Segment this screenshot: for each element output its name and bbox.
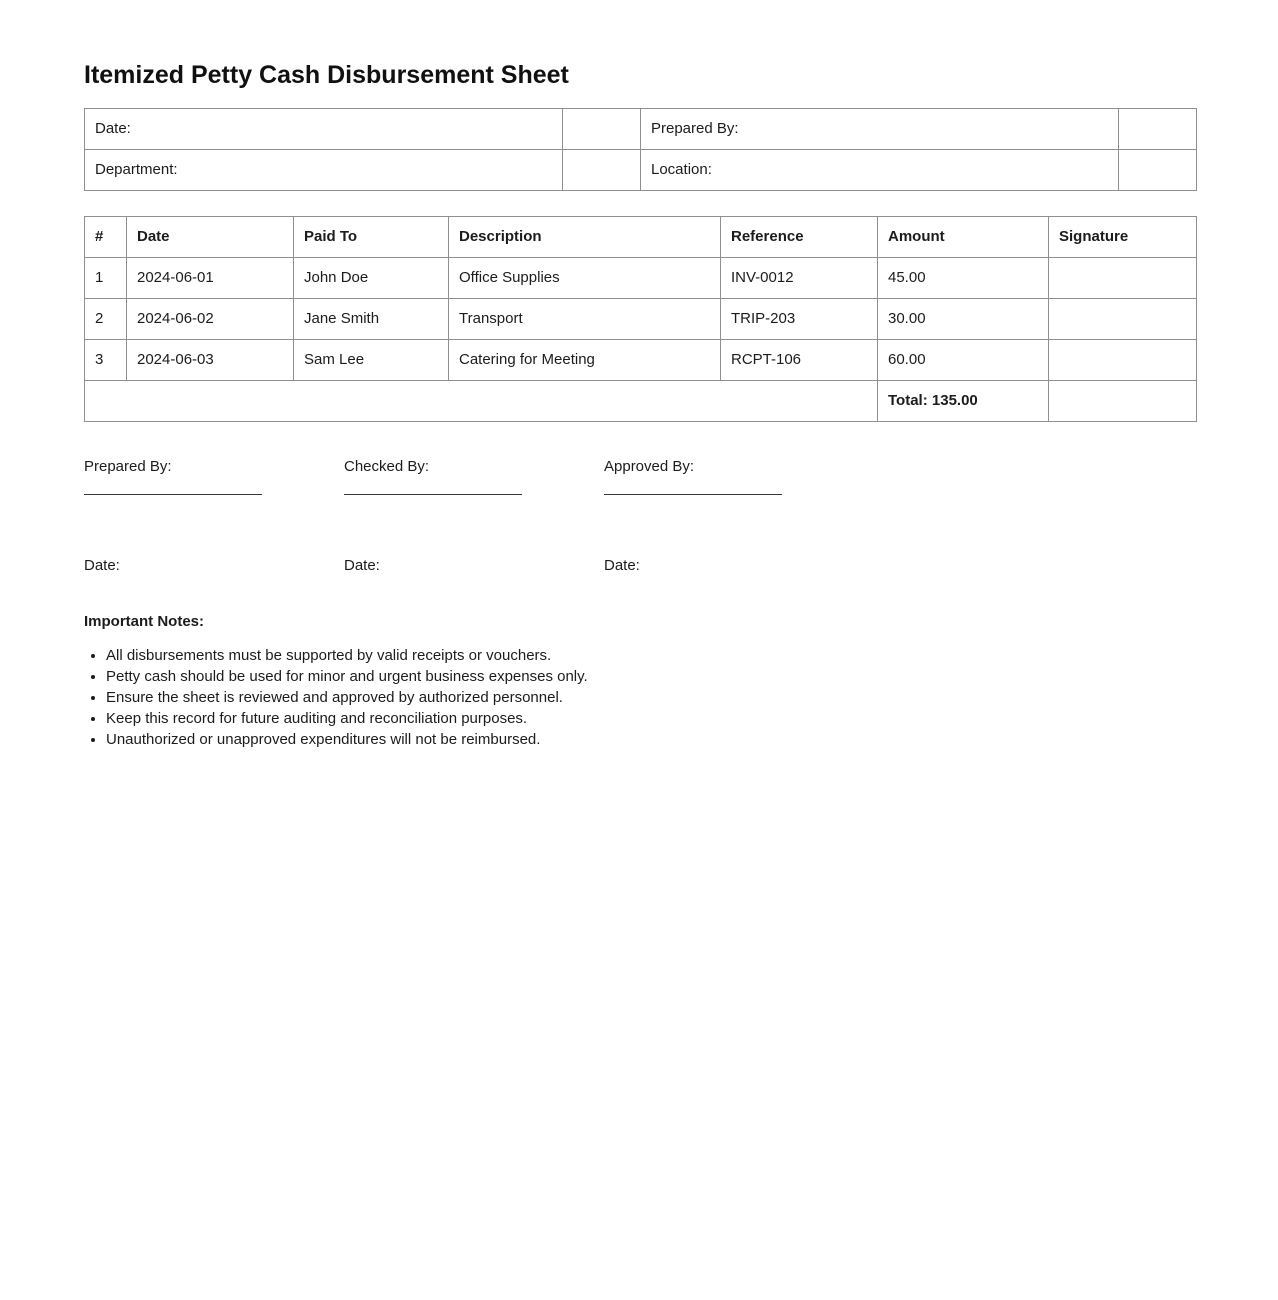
column-header-description: Description bbox=[449, 216, 721, 257]
note-item: • Petty cash should be used for minor and urgent business expenses only. bbox=[106, 666, 1196, 687]
date-value-cell bbox=[563, 108, 641, 149]
checked-by-signature-label: Checked By: bbox=[344, 457, 430, 475]
total-signature-cell bbox=[1049, 380, 1197, 421]
header-info-row-2 bbox=[85, 149, 1197, 190]
prepared-by-signature-block bbox=[84, 457, 344, 575]
column-header-date: Date bbox=[127, 216, 294, 257]
cell-paid-to: John Doe bbox=[294, 257, 449, 298]
prepared-by-value-cell bbox=[1119, 108, 1197, 149]
cell-num: 2 bbox=[85, 298, 127, 339]
checked-by-date-label: Date: bbox=[344, 556, 380, 574]
cell-amount: 60.00 bbox=[878, 339, 1049, 380]
checked-by-signature-line bbox=[344, 494, 522, 495]
cell-date: 2024-06-02 bbox=[127, 298, 294, 339]
column-header-amount: Amount bbox=[878, 216, 1049, 257]
note-item: • All disbursements must be supported by valid receipts or vouchers. bbox=[106, 645, 1196, 666]
cell-description: Office Supplies bbox=[449, 257, 721, 298]
column-header-num: # bbox=[85, 216, 127, 257]
cell-amount: 30.00 bbox=[878, 298, 1049, 339]
table-row bbox=[85, 298, 1197, 339]
page-title: Itemized Petty Cash Disbursement Sheet bbox=[84, 61, 569, 89]
note-item: • Unauthorized or unapproved expenditures will not be reimbursed. bbox=[106, 729, 1196, 750]
location-value-cell bbox=[1119, 149, 1197, 190]
table-row bbox=[85, 257, 1197, 298]
cell-signature bbox=[1049, 257, 1197, 298]
table-total-row bbox=[85, 380, 1197, 421]
header-info-table bbox=[84, 108, 1197, 191]
approved-by-date-label: Date: bbox=[604, 556, 640, 574]
prepared-by-label-cell: Prepared By: bbox=[641, 108, 1119, 149]
column-header-paid-to: Paid To bbox=[294, 216, 449, 257]
cell-paid-to: Sam Lee bbox=[294, 339, 449, 380]
approved-by-signature-line bbox=[604, 494, 782, 495]
cell-signature bbox=[1049, 339, 1197, 380]
cell-reference: RCPT-106 bbox=[721, 339, 878, 380]
prepared-by-date-label: Date: bbox=[84, 556, 120, 574]
approved-by-signature-block bbox=[604, 457, 864, 575]
notes-list bbox=[84, 645, 1196, 750]
cell-amount: 45.00 bbox=[878, 257, 1049, 298]
cell-description: Transport bbox=[449, 298, 721, 339]
approved-by-signature-label: Approved By: bbox=[604, 457, 695, 475]
total-amount-cell: Total: 135.00 bbox=[878, 380, 1049, 421]
cell-signature bbox=[1049, 298, 1197, 339]
cell-date: 2024-06-01 bbox=[127, 257, 294, 298]
cell-num: 3 bbox=[85, 339, 127, 380]
location-label-cell: Location: bbox=[641, 149, 1119, 190]
cell-date: 2024-06-03 bbox=[127, 339, 294, 380]
note-item: • Keep this record for future auditing and reconciliation purposes. bbox=[106, 708, 1196, 729]
date-label-cell: Date: bbox=[85, 108, 563, 149]
signature-section bbox=[84, 457, 1196, 575]
prepared-by-signature-label: Prepared By: bbox=[84, 457, 172, 475]
disbursement-table bbox=[84, 216, 1197, 422]
note-item: • Ensure the sheet is reviewed and approved by authorized personnel. bbox=[106, 687, 1196, 708]
department-value-cell bbox=[563, 149, 641, 190]
column-header-reference: Reference bbox=[721, 216, 878, 257]
cell-description: Catering for Meeting bbox=[449, 339, 721, 380]
table-header-row bbox=[85, 216, 1197, 257]
cell-paid-to: Jane Smith bbox=[294, 298, 449, 339]
notes-heading: Important Notes: bbox=[84, 612, 204, 630]
header-info-row-1 bbox=[85, 108, 1197, 149]
checked-by-signature-block bbox=[344, 457, 604, 575]
cell-num: 1 bbox=[85, 257, 127, 298]
prepared-by-signature-line bbox=[84, 494, 262, 495]
column-header-signature: Signature bbox=[1049, 216, 1197, 257]
cell-reference: INV-0012 bbox=[721, 257, 878, 298]
department-label-cell: Department: bbox=[85, 149, 563, 190]
total-spacer-cell bbox=[85, 380, 878, 421]
table-row bbox=[85, 339, 1197, 380]
cell-reference: TRIP-203 bbox=[721, 298, 878, 339]
